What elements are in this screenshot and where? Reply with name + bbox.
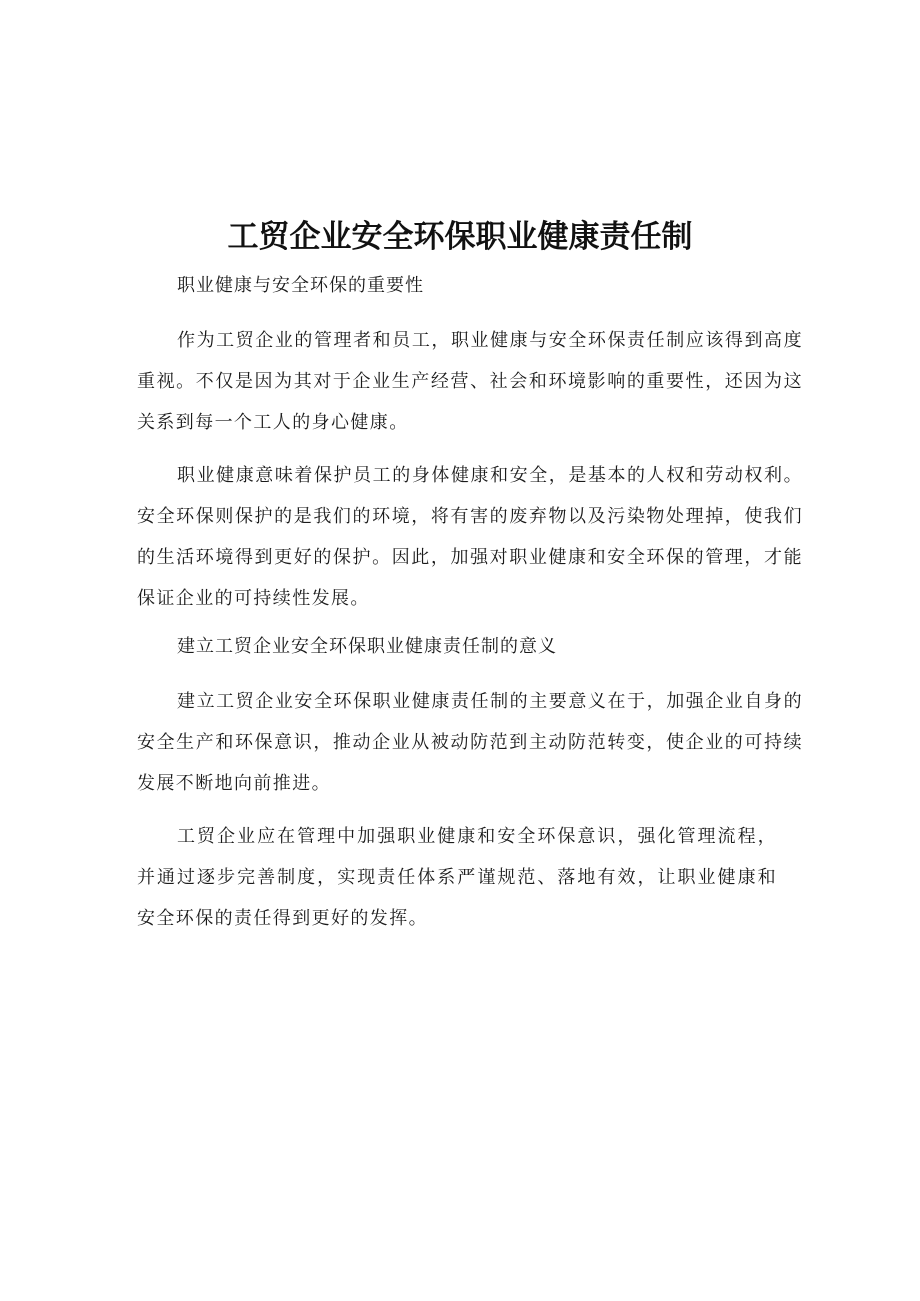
section-heading-importance: 职业健康与安全环保的重要性: [177, 275, 424, 296]
paragraph: 建立工贸企业安全环保职业健康责任制的主要意义在于，加强企业自身的安全生产和环保意识，推动企业从被动防范到主动防范转变，使企业的可持续发展不断地向前推进。: [137, 691, 803, 794]
paragraph: 作为工贸企业的管理者和员工，职业健康与安全环保责任制应该得到高度重视。不仅是因为其对于企业生产经营、社会和环境影响的重要性，还因为这关系到每一个工人的身心健康。: [137, 330, 803, 433]
document-title: 工贸企业安全环保职业健康责任制: [227, 219, 693, 255]
section-heading-significance: 建立工贸企业安全环保职业健康责任制的意义: [177, 636, 557, 657]
paragraph: 职业健康意味着保护员工的身体健康和安全，是基本的人权和劳动权利。安全环保则保护的是我们的环境，将有害的废弃物以及污染物处理掉，使我们的生活环境得到更好的保护。因此，加强对职业健康和安全环保的管理，才能保证企业的可持续性发展。: [137, 465, 803, 609]
document-body: [137, 268, 803, 939]
paragraph: 工贸企业应在管理中加强职业健康和安全环保意识，强化管理流程，并通过逐步完善制度，实现责任体系严谨规范、落地有效，让职业健康和安全环保的责任得到更好的发挥。: [137, 826, 777, 929]
